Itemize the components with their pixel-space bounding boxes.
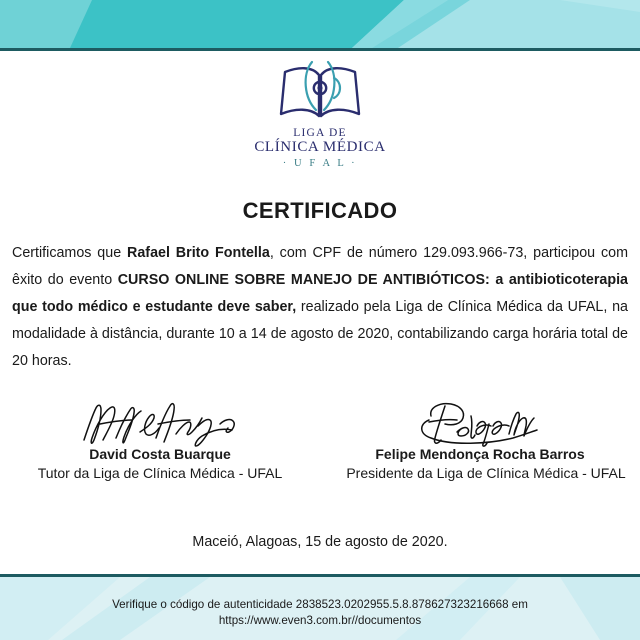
logo-line-liga-de: LIGA DE xyxy=(293,127,347,139)
signer-role-tutor: Tutor da Liga de Clínica Médica - UFAL xyxy=(37,465,283,481)
signature-block-tutor xyxy=(0,398,320,481)
footer-verify-prefix: Verifique o código de autenticidade xyxy=(112,598,296,611)
logo-line-ufal: · U F A L · xyxy=(282,157,358,169)
signer-name-president: Felipe Mendonça Rocha Barros xyxy=(375,446,585,462)
body-segment-3: , participou com êxito do evento xyxy=(12,245,628,288)
event-name: CURSO ONLINE SOBRE MANEJO DE ANTIBIÓTICOS: a antibioticoterapia que todo médico e estudante deve saber, xyxy=(12,272,628,315)
signature-image-david xyxy=(0,398,320,450)
organization-logo xyxy=(0,58,640,169)
certificate-title: CERTIFICADO xyxy=(242,198,398,223)
logo-wordmark xyxy=(254,127,385,169)
body-segment-2: , com CPF de número xyxy=(269,245,424,261)
event-period: 10 a 14 de agosto de 2020 xyxy=(218,326,390,342)
signature-block-president xyxy=(320,398,640,481)
participant-cpf: 129.093.966-73 xyxy=(423,245,524,261)
authenticity-code: 2838523.0202955.5.8.878627323216668 xyxy=(295,598,509,611)
participant-name: Rafael Brito Fontella xyxy=(127,245,270,261)
handwritten-signature-icon xyxy=(70,398,250,450)
handwritten-signature-icon xyxy=(395,398,565,450)
body-segment-4: realizado pela Liga de Clínica Médica da UFAL, na modalidade à distância, durante xyxy=(12,299,628,342)
place-and-date: Maceió, Alagoas, 15 de agosto de 2020. xyxy=(192,534,448,550)
signer-role-president: Presidente da Liga de Clínica Médica - UFAL xyxy=(346,465,626,481)
header-divider-rule xyxy=(0,48,640,51)
footer-verification-text xyxy=(0,597,640,629)
verification-url[interactable]: https://www.even3.com.br//documentos xyxy=(218,614,422,627)
footer-verify-suffix: em xyxy=(508,598,528,611)
signature-image-felipe xyxy=(320,398,640,450)
logo-line-clinica-medica: CLÍNICA MÉDICA xyxy=(254,139,386,156)
signer-name-tutor: David Costa Buarque xyxy=(89,446,231,462)
open-book-stethoscope-icon xyxy=(272,58,368,124)
body-segment-5: , contabilizando carga horária total de xyxy=(389,326,628,342)
event-workload: 20 horas xyxy=(12,353,68,369)
header-shapes xyxy=(0,0,640,48)
body-segment-6: . xyxy=(67,353,72,369)
header-decorative-banner xyxy=(0,0,640,48)
certificate-body-text xyxy=(12,240,628,375)
signatures-row xyxy=(0,398,640,481)
body-segment-1: Certificamos que xyxy=(12,245,128,261)
